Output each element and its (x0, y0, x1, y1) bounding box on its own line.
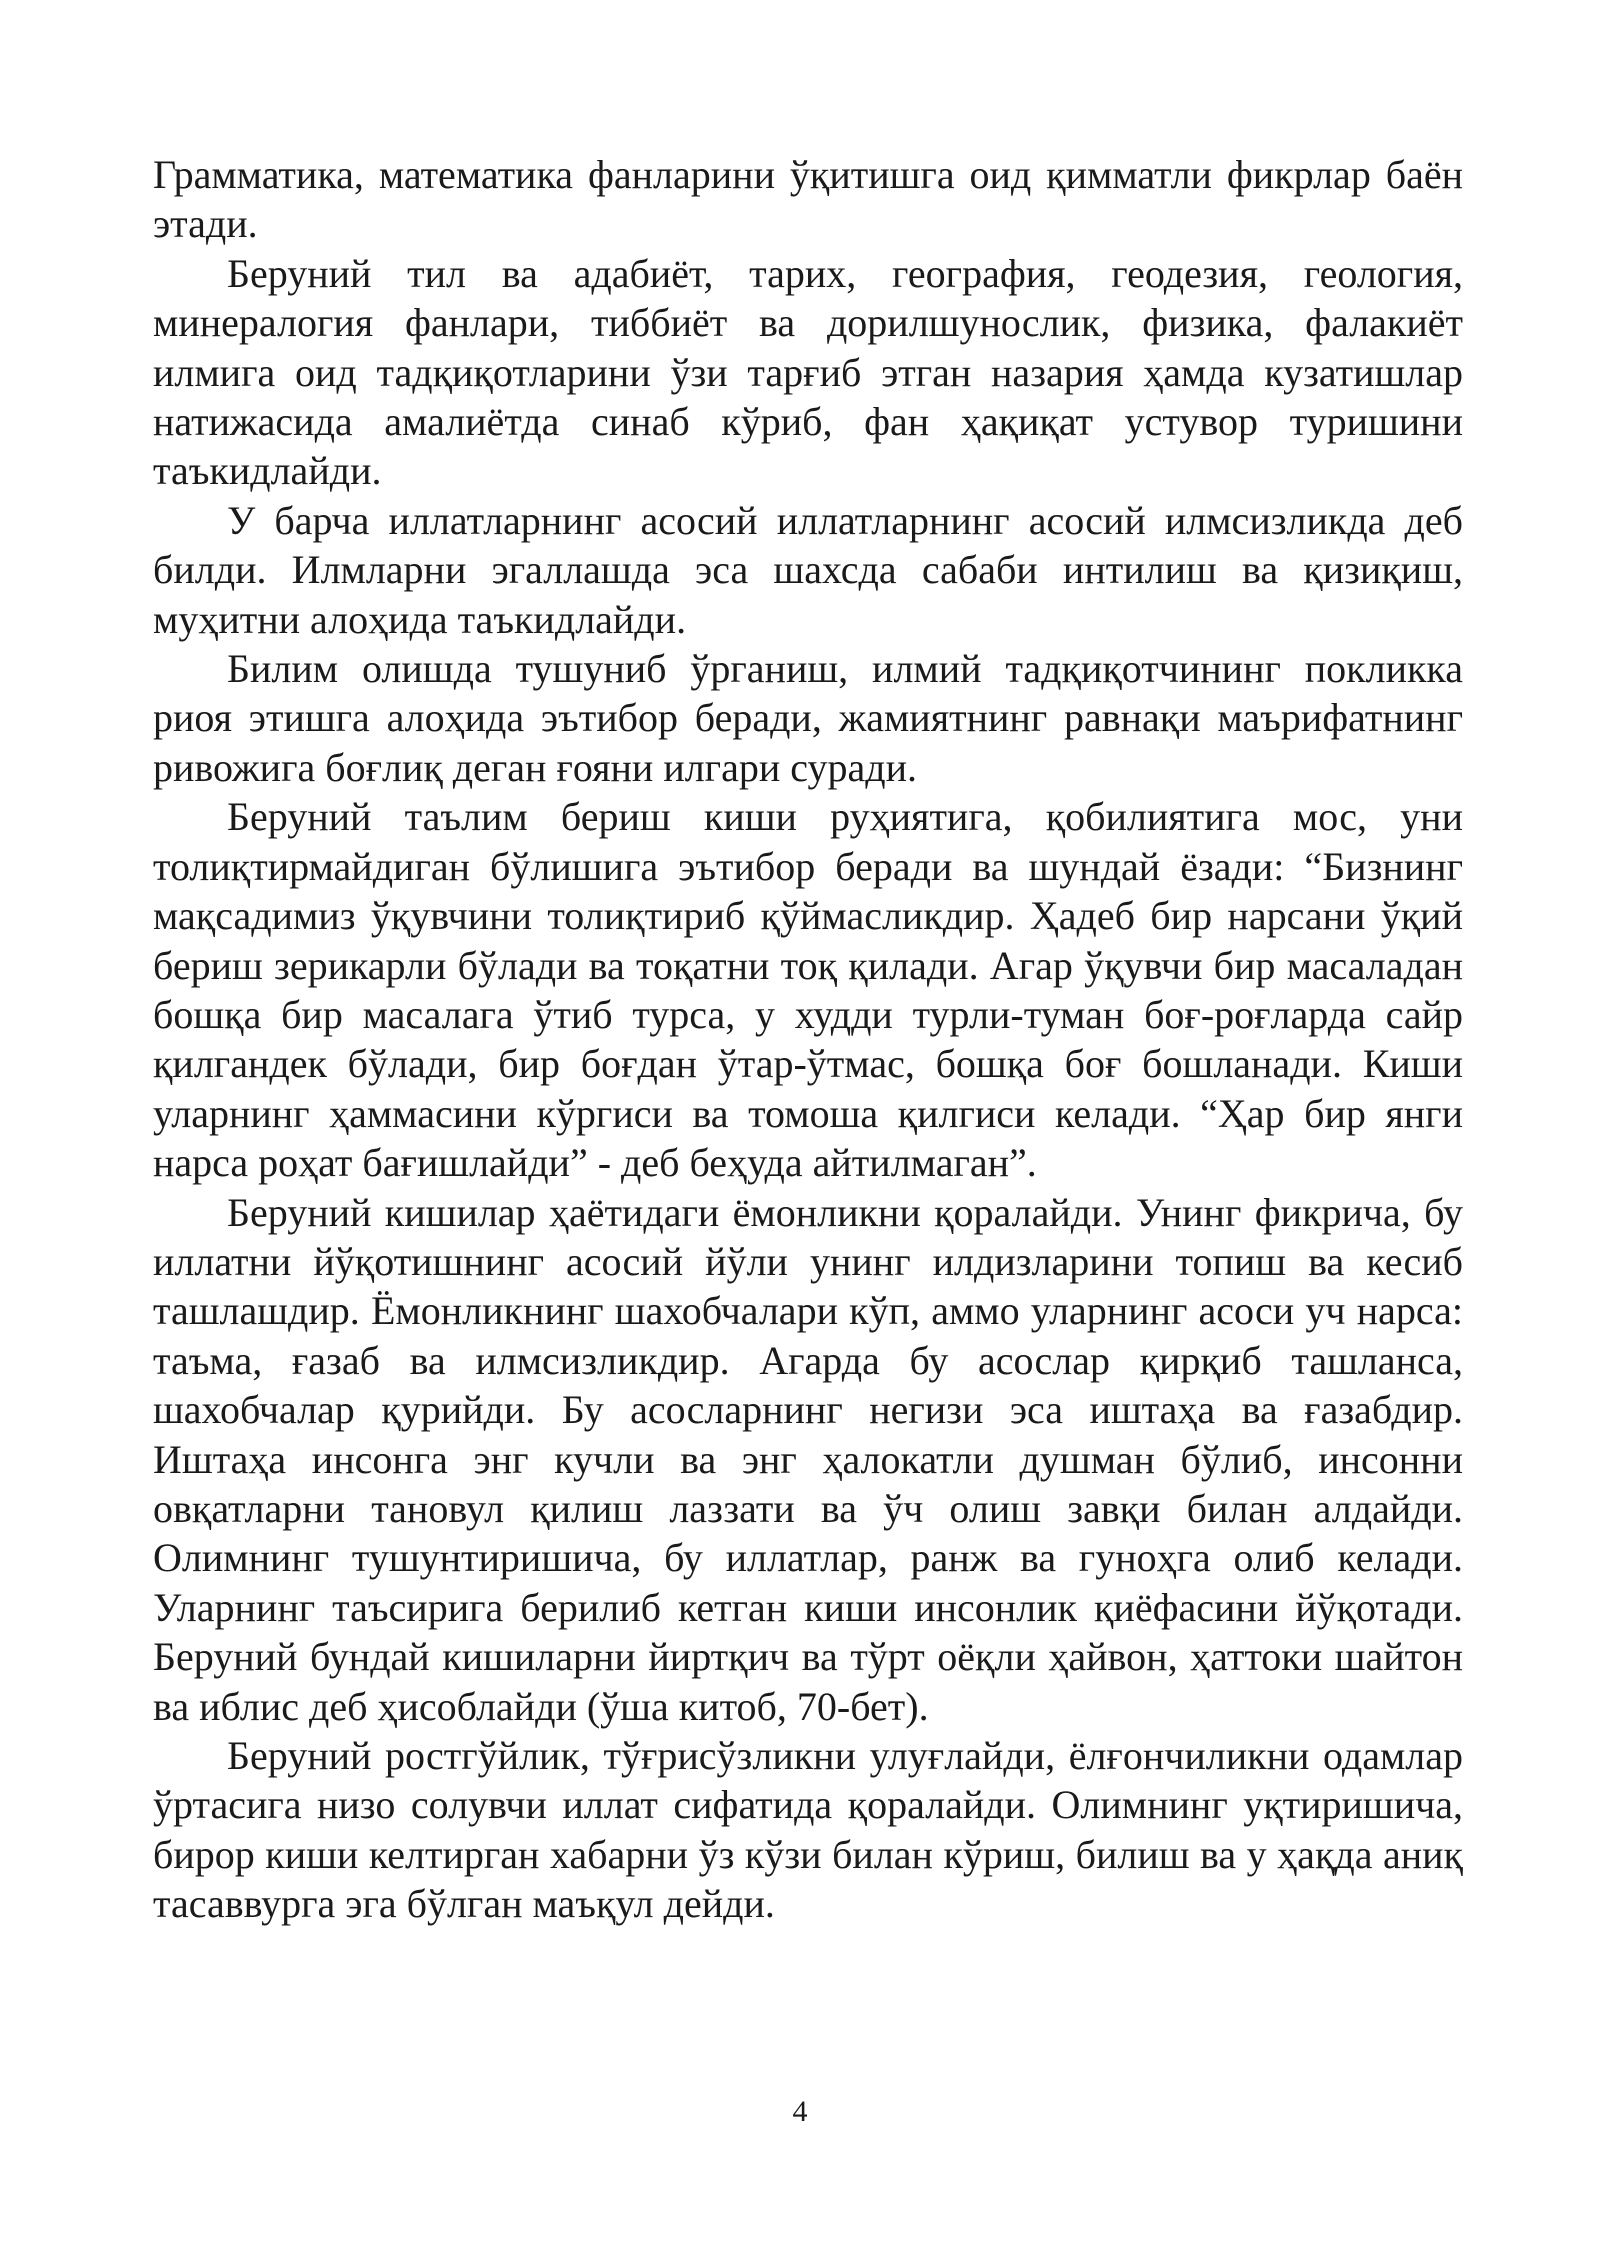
paragraph-continuation: Грамматика, математика фанларини ўқитишга оид қимматли фикрлар баён этади. (153, 152, 1463, 247)
paragraph-beruni-sciences: Беруний тил ва адабиёт, тарих, география, геодезия, геология, минералогия фанлари, тиббиёт ва дорилшунослик, физика, фалакиёт илмига оид тадқиқотларини ўзи тарғиб этган назария ҳамда кузатишлар натижасида амалиётда синаб кўриб, фан ҳақиқат устувор туришини таъкидлайди. (153, 250, 1463, 494)
paragraph-learning: Билим олишда тушуниб ўрганиш, илмий тадқиқотчининг покликка риоя этишга алоҳида эътибор беради, жамиятнинг равнақи маърифатнинг ривожига боғлиқ деган ғояни илгари суради. (153, 646, 1463, 790)
document-body (153, 150, 1463, 1929)
paragraph-teaching-quote: Беруний таълим бериш киши руҳиятига, қобилиятига мос, уни толиқтирмайдиган бўлишига эътибор беради ва шундай ёзади: “Бизнинг мақсадимиз ўқувчини толиқтириб қўймасликдир. Ҳадеб бир нарсани ўқий бериш зерикарли бўлади ва тоқатни тоқ қилади. Агар ўқувчи бир масаладан бошқа бир масалага ўтиб турса, у худди турли-туман боғ-роғларда сайр қилгандек бўлади, бир боғдан ўтар-ўтмас, бошқа боғ бошланади. Киши уларнинг ҳаммасини кўргиси ва томоша қилгиси келади. “Ҳар бир янги нарса роҳат бағишлайди” - деб беҳуда айтилмаган”. (153, 794, 1463, 1186)
paragraph-vices-ignorance: У барча иллатларнинг асосий иллатларнинг асосий илмсизликда деб билди. Илмларни эгаллашда эса шахсда сабаби интилиш ва қизиқиш, муҳитни алоҳида таъкидлайди. (153, 497, 1463, 642)
paragraph-truthfulness: Беруний ростгўйлик, тўғрисўзликни улуғлайди, ёлғончиликни одамлар ўртасига низо солувчи иллат сифатида қоралайди. Олимнинг уқтиришича, бирор киши келтирган хабарни ўз кўзи билан кўриш, билиш ва у ҳақда аниқ тасаввурга эга бўлган маъқул дейди. (153, 1733, 1463, 1927)
page-number: 4 (792, 2095, 808, 2128)
paragraph-evil: Беруний кишилар ҳаётидаги ёмонликни қоралайди. Унинг фикрича, бу иллатни йўқотишнинг асосий йўли унинг илдизларини топиш ва кесиб ташлашдир. Ёмонликнинг шахобчалари кўп, аммо уларнинг асоси уч нарса: таъма, ғазаб ва илмсизликдир. Агарда бу асослар қирқиб ташланса, шахобчалар қурийди. Бу асосларнинг негизи эса иштаҳа ва ғазабдир. Иштаҳа инсонга энг кучли ва энг ҳалокатли душман бўлиб, инсонни овқатларни тановул қилиш лаззати ва ўч олиш завқи билан алдайди. Олимнинг тушунтиришича, бу иллатлар, ранж ва гуноҳга олиб келади. Уларнинг таъсирига берилиб кетган киши инсонлик қиёфасини йўқотади. Беруний бундай кишиларни йиртқич ва тўрт оёқли ҳайвон, ҳаттоки шайтон ва иблис деб ҳисоблайди (ўша китоб, 70-бет). (153, 1189, 1463, 1729)
